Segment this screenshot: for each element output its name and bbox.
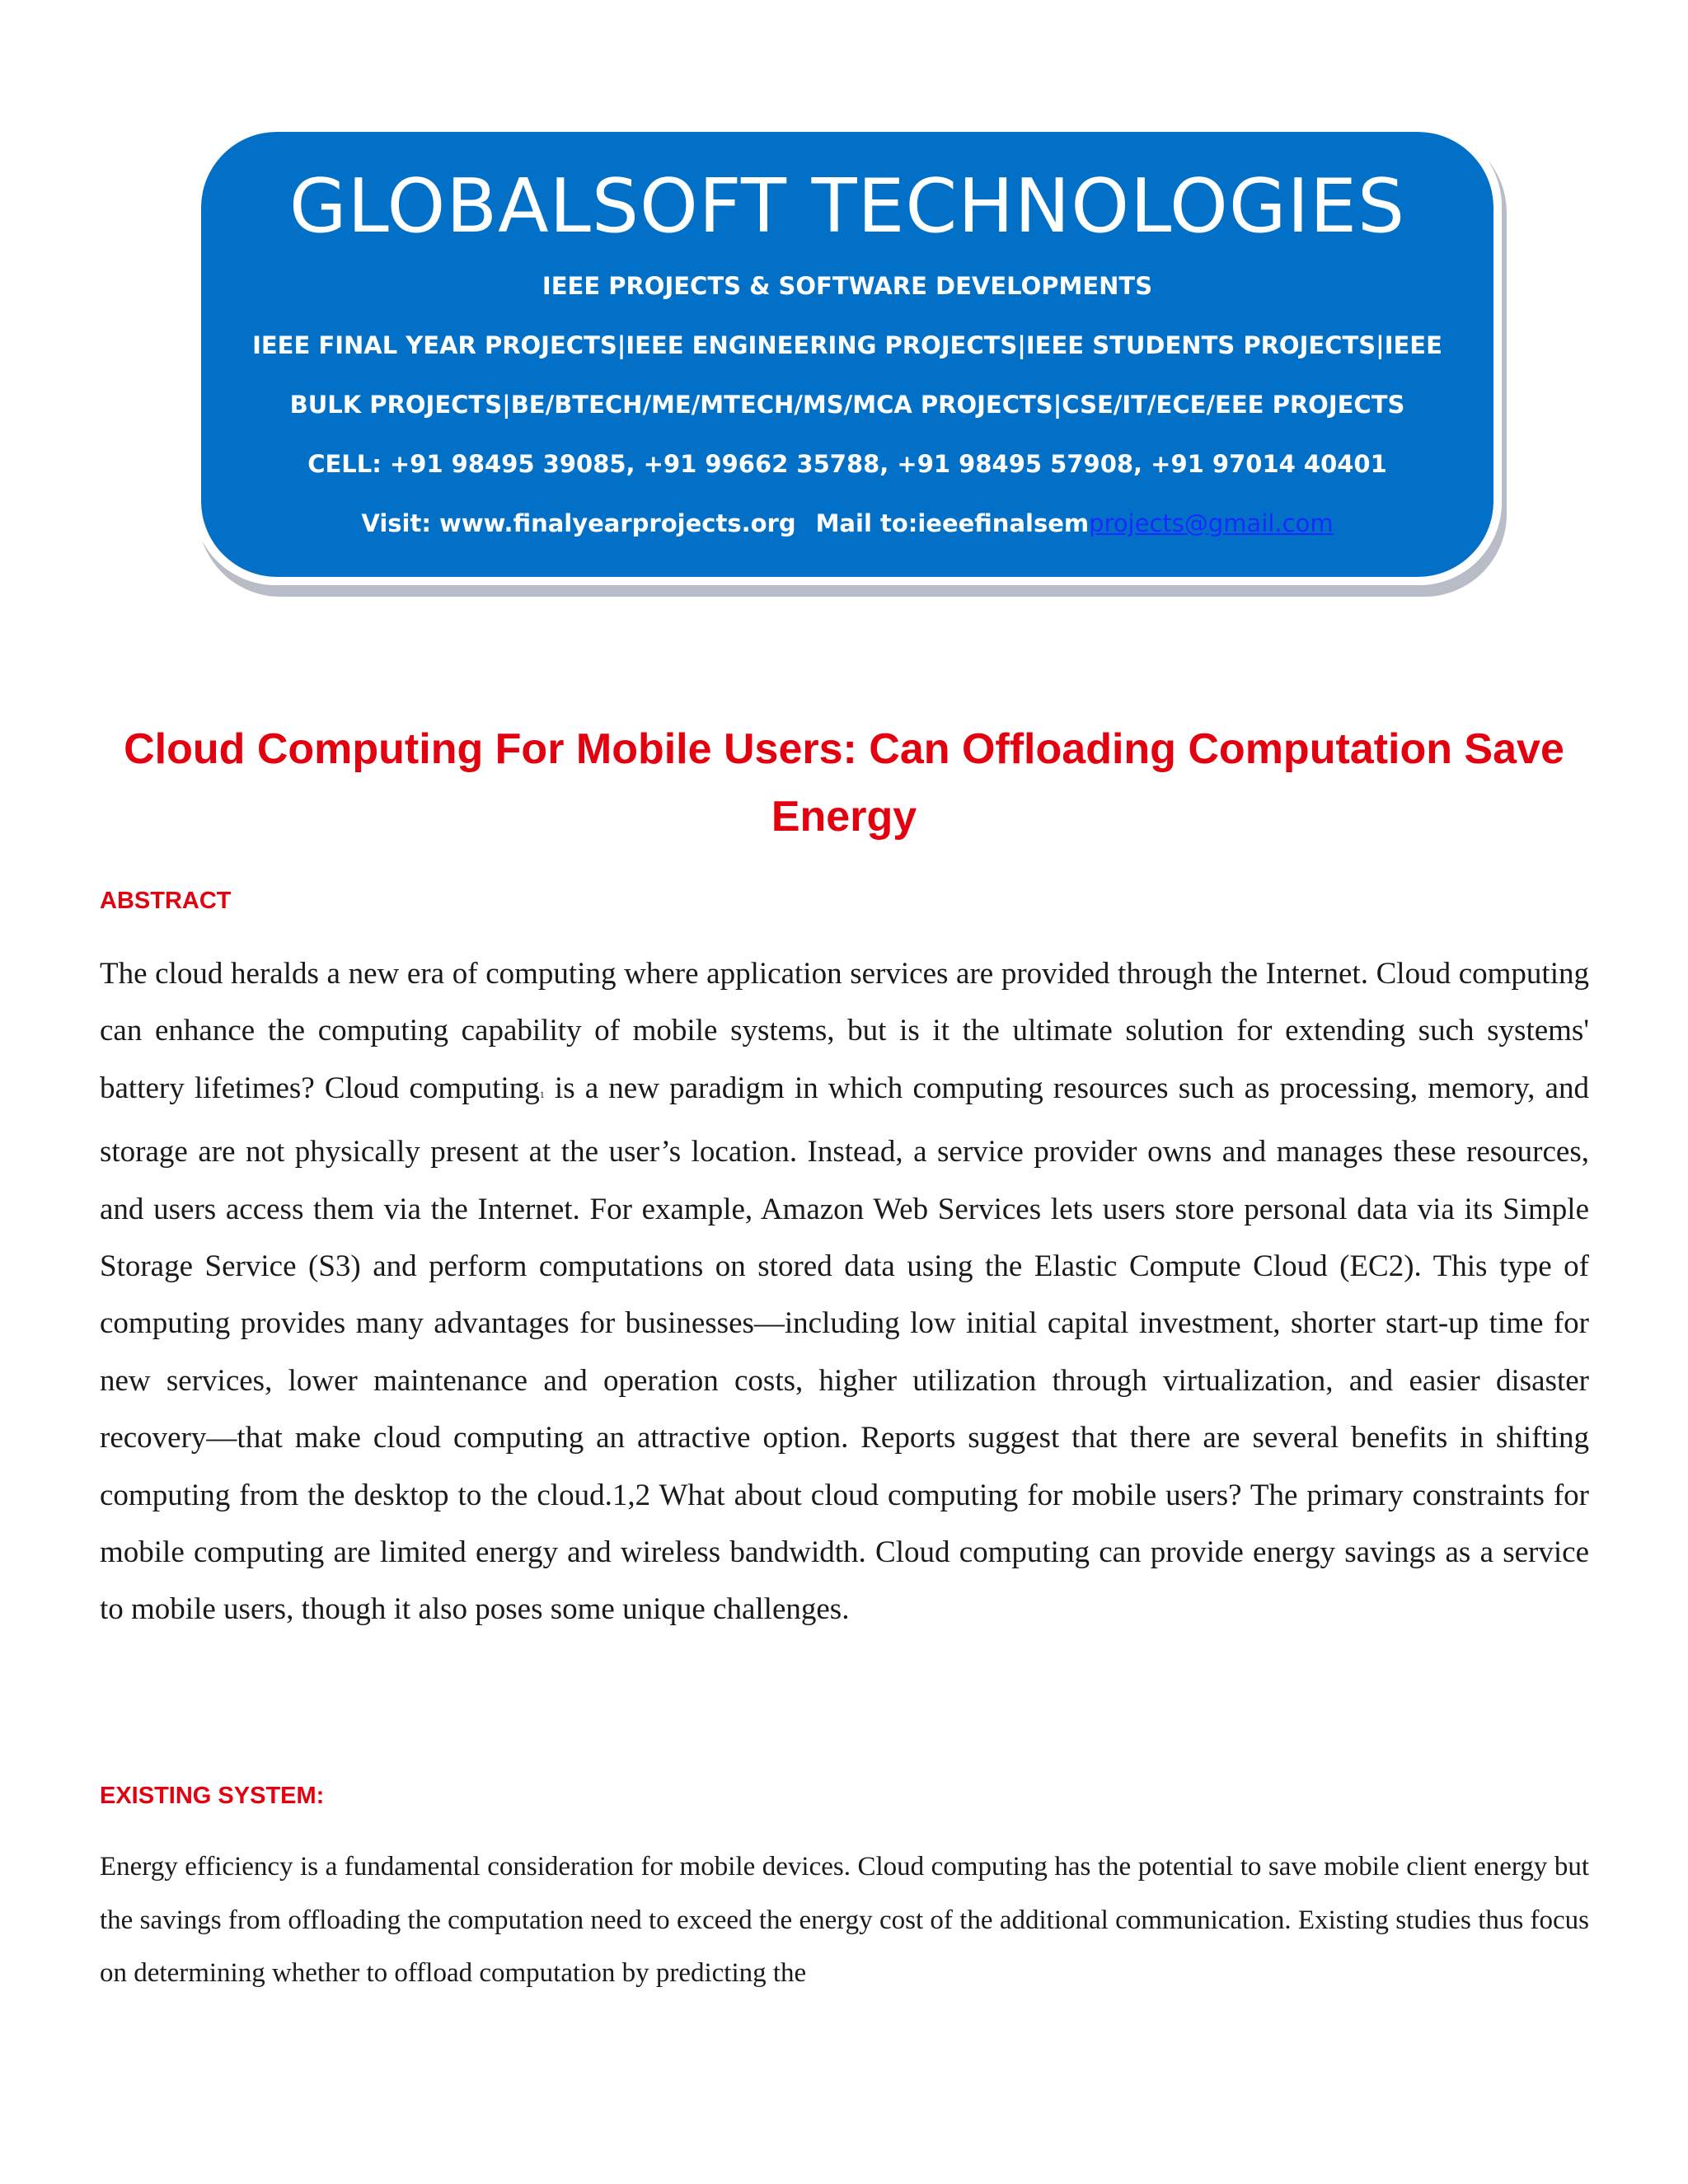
abstract-paragraph — [100, 945, 1589, 1638]
contact-line — [201, 509, 1493, 537]
project-categories-line-2: BULK PROJECTS|BE/BTECH/ME/MTECH/MS/MCA PROJECTS|CSE/IT/ECE/EEE PROJECTS — [289, 391, 1405, 419]
visit-website[interactable]: Visit: www.finalyearprojects.org — [361, 509, 796, 537]
abstract-text-part-2: is a new paradigm in which computing resources such as processing, memory, and storage are not physically present at the user’s location. Instead, a service provider owns and manages these resources, and users access them via the Internet. For example, Amazon Web Services lets users store personal data via its Simple Storage Service (S3) and perform computations on stored data using the Elastic Compute Cloud (EC2). This type of computing provides many advantages for businesses—including low initial capital investment, shorter start-up time for new services, lower maintenance and operation costs, higher utilization through virtualization, and easier disaster recovery—that make cloud computing an attractive option. Reports suggest that there are several benefits in shifting computing from the desktop to the cloud.1,2 What about cloud computing for mobile users? The primary constraints for mobile computing are limited energy and wireless bandwidth. Cloud computing can provide energy savings as a service to mobile users, though it also poses some unique challenges. — [100, 1071, 1589, 1627]
banner-panel — [201, 132, 1493, 577]
existing-system-heading: EXISTING SYSTEM: — [100, 1783, 325, 1809]
project-categories-line-1: IEEE FINAL YEAR PROJECTS|IEEE ENGINEERING PROJECTS|IEEE STUDENTS PROJECTS|IEEE — [252, 331, 1442, 359]
header-banner — [193, 124, 1502, 585]
abstract-text-part-1: The cloud heralds a new era of computing where application services are provided through the Internet. Cloud computing can enhance the computing capability of mobile systems, but is it the ultimate solution for extending such systems' battery lifetimes? Cloud computing — [100, 957, 1589, 1105]
email-link[interactable]: projects@gmail.com — [1089, 509, 1334, 537]
document-title: Cloud Computing For Mobile Users: Can Offloading Computation Save Energy — [124, 725, 1564, 841]
company-name: GLOBALSOFT TECHNOLOGIES — [288, 163, 1406, 250]
footnote-marker: 1 — [539, 1088, 545, 1100]
mail-prefix: Mail to:ieeefinalsem — [815, 509, 1090, 537]
abstract-heading: ABSTRACT — [100, 888, 232, 914]
cell-numbers: CELL: +91 98495 39085, +91 99662 35788, +91 98495 57908, +91 97014 40401 — [307, 450, 1387, 478]
existing-system-paragraph: Energy efficiency is a fundamental consideration for mobile devices. Cloud computing has the potential to save mobile client energy but the savings from offloading the computation need to exceed the energy cost of the additional communication. Existing studies thus focus on determining whether to offload computation by predicting the — [100, 1852, 1589, 1989]
tagline: IEEE PROJECTS & SOFTWARE DEVELOPMENTS — [542, 272, 1153, 300]
